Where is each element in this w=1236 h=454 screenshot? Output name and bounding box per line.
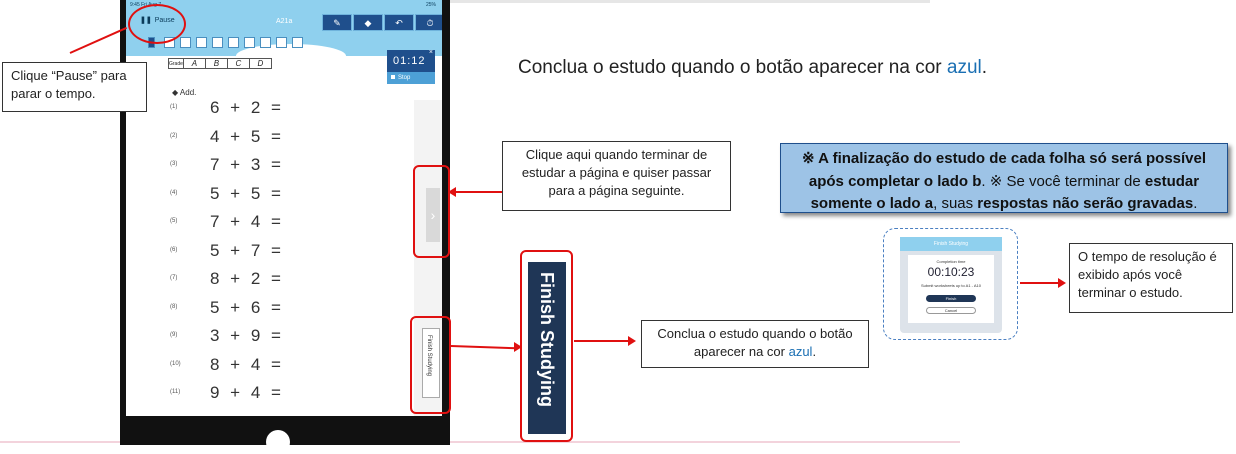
note-part2: . ※ Se você terminar de: [981, 172, 1145, 190]
page-tab-3[interactable]: [180, 37, 191, 48]
title-blue: azul: [946, 57, 982, 78]
timer-value: 01:12: [393, 55, 426, 67]
tool-group: [321, 14, 442, 31]
title-post: .: [981, 57, 988, 78]
problem-number: (1): [170, 104, 178, 110]
problem-number: (3): [170, 161, 178, 167]
finish-studying-label: Finish Studying: [426, 335, 432, 377]
note-part6: .: [1193, 195, 1198, 212]
problem-row: [170, 355, 370, 375]
completion-time: 00:10:23: [927, 265, 975, 279]
note-part5: respostas não serão gravadas: [977, 195, 1194, 212]
status-date: Fri Aug 7: [141, 2, 162, 8]
finish-small-highlight: [410, 316, 451, 414]
problem-number: (9): [170, 332, 178, 338]
problem-row: [170, 298, 370, 318]
problem-row: [170, 241, 370, 261]
warning-note: [780, 143, 1228, 213]
page-tab-9[interactable]: [276, 37, 287, 48]
big-finish-button: [528, 262, 566, 434]
problem-row: [170, 127, 370, 147]
completion-sub: Submit worksheets up to A1 - A10: [920, 283, 982, 288]
title-pre: Conclua o estudo quando o botão aparecer na cor: [518, 57, 947, 78]
eraser-icon[interactable]: ◆: [353, 14, 383, 31]
problem-number: (8): [170, 303, 178, 310]
problem-equation[interactable]: 5 + 7 =: [210, 240, 282, 260]
instruction: ◆ Add.: [172, 88, 197, 97]
finish-callout-blue: azul: [788, 344, 813, 360]
timer-widget: [387, 50, 435, 84]
sheet-id: A21a: [276, 18, 293, 25]
problem-number: (10): [170, 360, 181, 367]
time-callout: O tempo de resolução é exibido após você terminar o estudo.: [1069, 243, 1233, 313]
next-tab-arrowhead: [448, 187, 456, 197]
time-arrowhead: [1058, 278, 1066, 288]
big-finish-label: Finish Studying: [537, 272, 557, 407]
problem-row: [170, 155, 370, 175]
home-button[interactable]: [266, 430, 290, 454]
timer-close-icon[interactable]: ×: [428, 49, 433, 56]
pause-highlight: [128, 4, 186, 44]
problem-equation[interactable]: 9 + 4 =: [210, 383, 282, 402]
problem-row: [170, 383, 370, 403]
finish-callout-post: .: [812, 344, 817, 360]
grade-a: A: [183, 59, 205, 69]
problem-row: [170, 326, 370, 346]
problem-equation[interactable]: 4 + 5 =: [210, 126, 282, 146]
top-divider: [450, 0, 930, 3]
problem-equation[interactable]: 5 + 6 =: [210, 297, 282, 317]
problem-row: [170, 269, 370, 289]
problem-equation[interactable]: 7 + 3 =: [210, 155, 282, 174]
problem-number: (4): [170, 189, 178, 196]
problem-equation[interactable]: 3 + 9 =: [210, 326, 282, 345]
stopwatch-icon[interactable]: ⏱: [415, 14, 442, 31]
next-page-callout: Clique aqui quando terminar de estudar a página e quiser passar para a página seguinte.: [502, 141, 731, 211]
time-pointer: [1020, 282, 1060, 284]
completion-dialog: [900, 237, 1002, 333]
page-tab-7[interactable]: [244, 37, 255, 48]
next-tab-pointer: [454, 191, 502, 193]
pencil-icon[interactable]: ✎: [322, 14, 352, 31]
page-title: [518, 57, 987, 79]
next-page-tab[interactable]: ›: [426, 188, 440, 242]
problem-equation[interactable]: 7 + 4 =: [210, 212, 282, 231]
page-tab-8[interactable]: [260, 37, 271, 48]
problem-number: (6): [170, 246, 178, 253]
page-tab-6[interactable]: [228, 37, 239, 48]
stop-icon: [391, 75, 395, 79]
dialog-cancel-button: Cancel: [926, 307, 976, 314]
pause-callout: Clique “Pause” para parar o tempo.: [2, 62, 147, 112]
dialog-header: Finish Studying: [900, 237, 1002, 251]
grade-header: Grade: [169, 60, 183, 67]
problem-row: [170, 184, 370, 204]
note-part1: ※ A finalização do estudo de cada folha só será possível após completar o lado b: [801, 150, 1207, 190]
problem-number: (11): [170, 389, 181, 395]
problem-equation[interactable]: 6 + 2 =: [210, 98, 282, 117]
note-part4: , suas: [933, 195, 978, 212]
page-tab-10[interactable]: [292, 37, 303, 48]
stop-label: Stop: [398, 75, 411, 81]
undo-icon[interactable]: ↶: [384, 14, 414, 31]
grade-table: [168, 58, 272, 69]
dialog-card: [908, 255, 994, 323]
tablet-screen: [126, 0, 442, 416]
pause-label: Pause: [154, 17, 175, 24]
problem-row: [170, 98, 370, 118]
problem-number: (7): [170, 275, 178, 281]
problem-equation[interactable]: 5 + 5 =: [210, 183, 282, 203]
problem-row: [170, 212, 370, 232]
finish-pointer: [451, 345, 517, 349]
status-battery: 25%: [425, 2, 436, 8]
completion-label: Completion time: [936, 259, 966, 264]
grade-d: D: [249, 59, 271, 69]
page-tab-4[interactable]: [196, 37, 207, 48]
finish-callout: [641, 320, 869, 368]
pause-pointer: [70, 27, 127, 54]
problem-number: (2): [170, 132, 178, 139]
pause-icon: ❚❚: [140, 17, 152, 24]
blue-pointer: [574, 340, 630, 342]
next-tab-highlight: [413, 165, 450, 258]
stop-button[interactable]: [387, 72, 435, 84]
problem-number: (5): [170, 218, 178, 224]
problem-equation[interactable]: 8 + 4 =: [210, 354, 282, 374]
finish-callout-pre: Conclua o estudo quando o botão aparecer na cor: [657, 326, 853, 360]
page-tab-5[interactable]: [212, 37, 223, 48]
grade-c: C: [227, 59, 249, 69]
grade-b: B: [205, 59, 227, 69]
dialog-finish-button: Finish: [926, 295, 976, 302]
blue-arrowhead: [628, 336, 636, 346]
status-time: 9:45: [130, 2, 140, 8]
problem-equation[interactable]: 8 + 2 =: [210, 269, 282, 288]
note-part3: estudar somente o lado a: [810, 172, 1200, 212]
